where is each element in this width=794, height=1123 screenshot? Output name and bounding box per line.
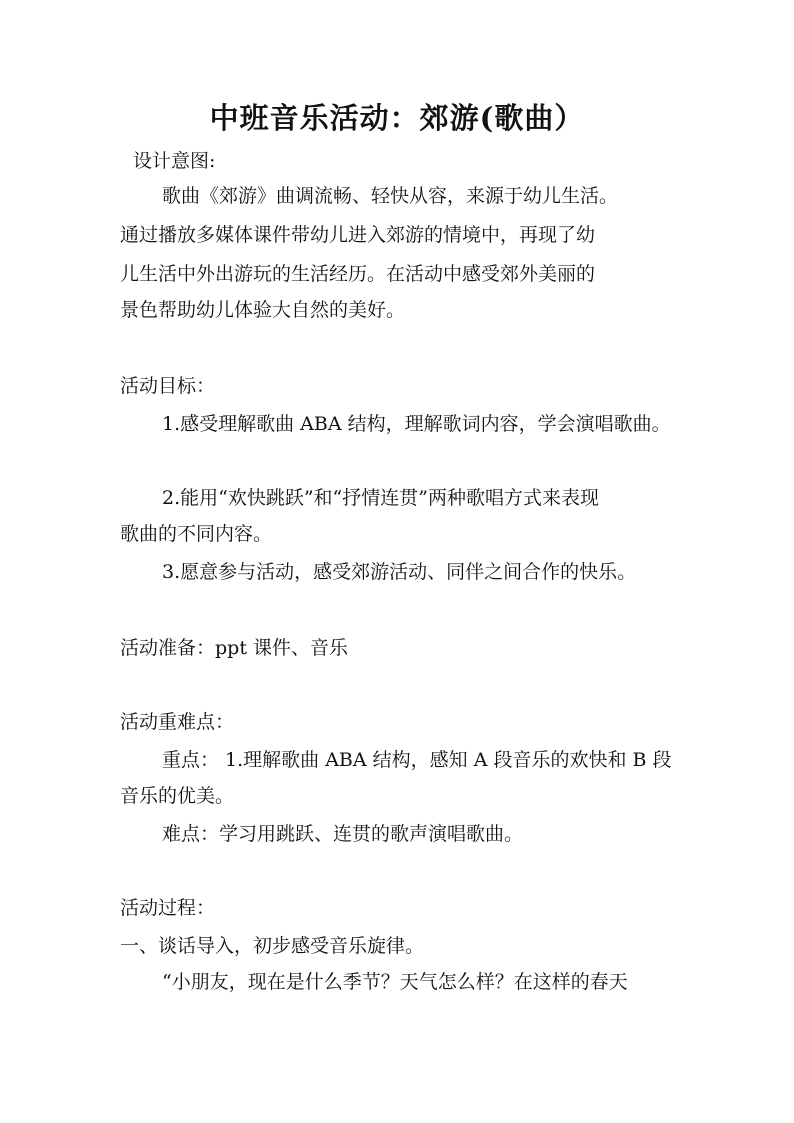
design-intent-line: 歌曲《郊游》曲调流畅、轻快从容，来源于幼儿生活。	[162, 185, 619, 207]
document-title: 中班音乐活动：郊游(歌曲）	[209, 101, 585, 135]
key-point-continuation: 音乐的优美。	[120, 785, 235, 807]
design-intent-line: 通过播放多媒体课件带幼儿进入郊游的情境中，再现了幼	[120, 224, 596, 246]
process-step-quote: “小朋友，现在是什么季节？天气怎么样？在这样的春天	[162, 971, 628, 993]
key-point-line: 重点： 1.理解歌曲 ABA 结构，感知 A 段音乐的欢快和 B 段	[162, 749, 672, 771]
design-intent-line: 儿生活中外出游玩的生活经历。在活动中感受郊外美丽的	[120, 263, 596, 285]
goal-item: 3.愿意参与活动，感受郊游活动、同伴之间合作的快乐。	[162, 561, 637, 583]
goal-item: 1.感受理解歌曲 ABA 结构，理解歌词内容，学会演唱歌曲。	[162, 413, 671, 435]
design-intent-line: 景色帮助幼儿体验大自然的美好。	[120, 299, 406, 321]
goal-item: 2.能用“欢快跳跃”和“抒情连贯”两种歌唱方式来表现	[162, 487, 599, 509]
process-label: 活动过程：	[120, 897, 216, 919]
design-intent-label: 设计意图:	[133, 150, 216, 172]
difficulty-label: 活动重难点：	[120, 711, 235, 733]
process-step: 一、谈话导入，初步感受音乐旋律。	[120, 935, 425, 957]
goals-label: 活动目标：	[120, 375, 216, 397]
goal-item-continuation: 歌曲的不同内容。	[120, 523, 273, 545]
preparation-line: 活动准备：ppt 课件、音乐	[120, 637, 349, 659]
difficult-point-line: 难点：学习用跳跃、连贯的歌声演唱歌曲。	[162, 823, 524, 845]
